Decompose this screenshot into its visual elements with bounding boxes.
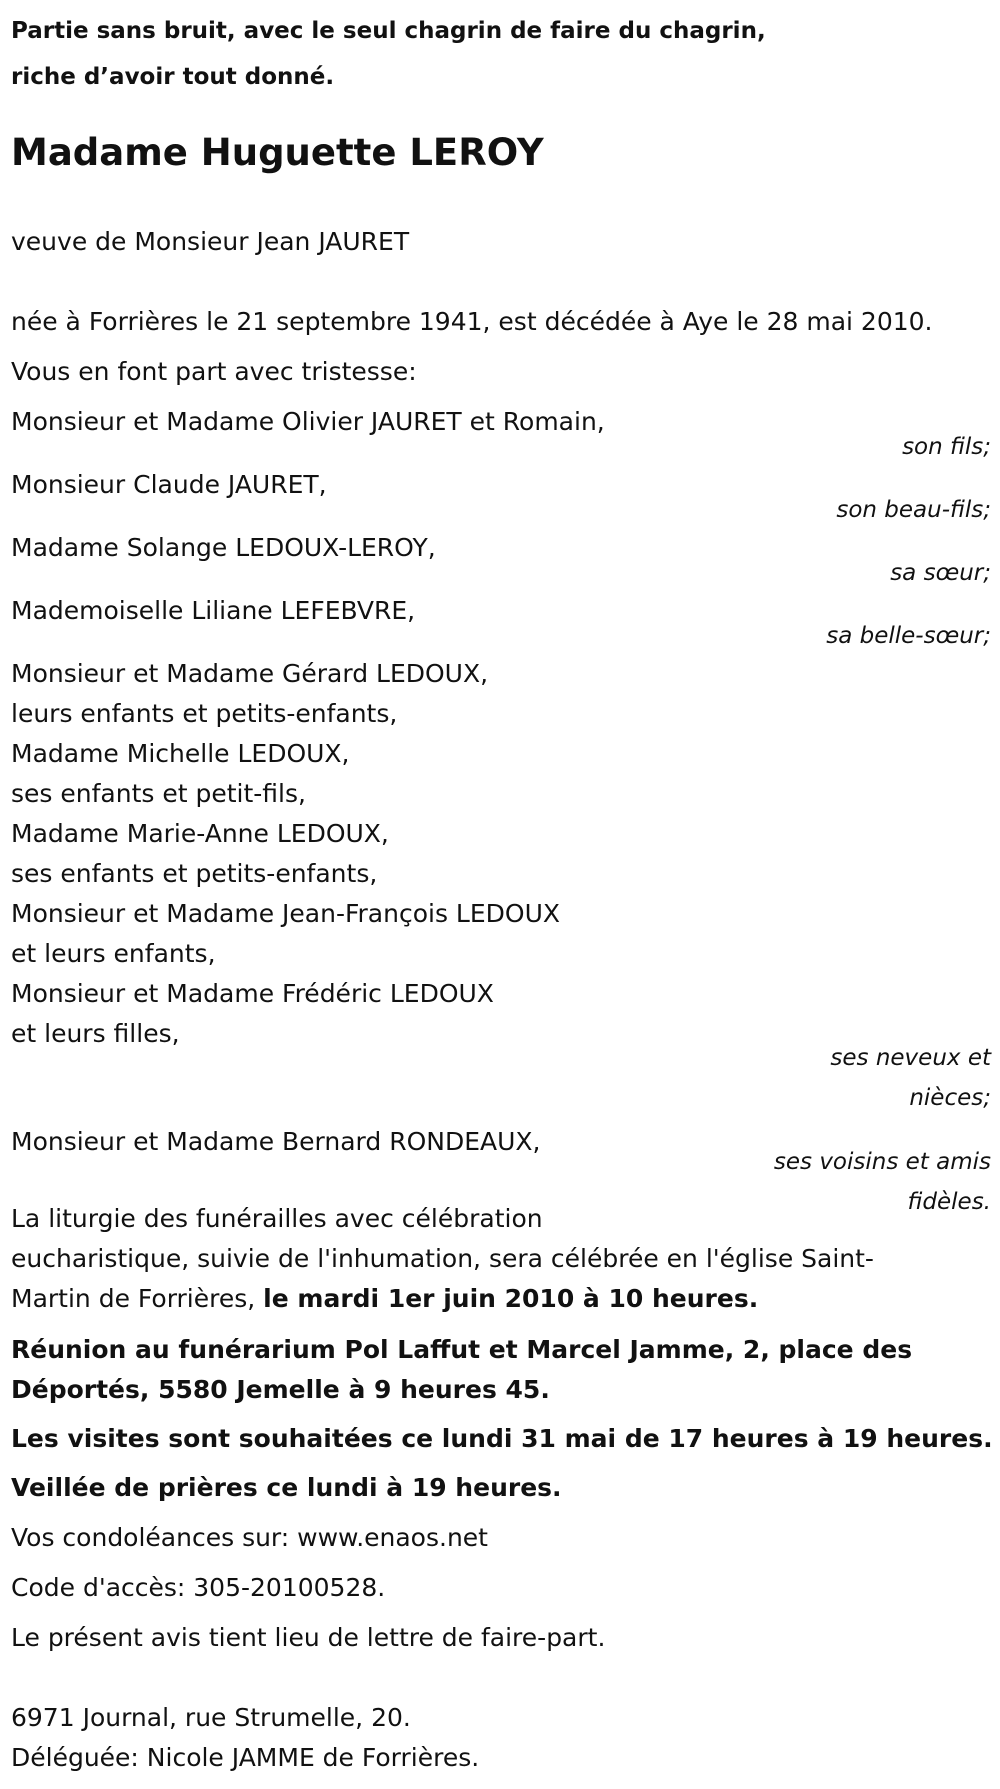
footer-delegate: Déléguée: Nicole JAMME de Forrières.	[11, 1743, 480, 1772]
family-names: Madame Solange LEDOUX-LEROY,	[11, 533, 436, 562]
meeting-line-1: Réunion au funérarium Pol Laffut et Marcel Jamme, 2, place des	[11, 1335, 913, 1364]
intro-line-1: Partie sans bruit, avec le seul chagrin de faire du chagrin,	[11, 18, 766, 44]
meeting-line-2: Déportés, 5580 Jemelle à 9 heures 45.	[11, 1375, 550, 1404]
widow-of: veuve de Monsieur Jean JAURET	[11, 227, 410, 256]
intro-line-2: riche d’avoir tout donné.	[11, 64, 335, 90]
family-names: Mademoiselle Liliane LEFEBVRE,	[11, 596, 416, 625]
ceremony-line-1: La liturgie des funérailles avec célébration	[11, 1204, 543, 1233]
notice-text: Le présent avis tient lieu de lettre de faire-part.	[11, 1623, 606, 1652]
intro-quote	[11, 8, 766, 100]
announcement: Vous en font part avec tristesse:	[11, 357, 417, 386]
vigil-info: Veillée de prières ce lundi à 19 heures.	[11, 1473, 562, 1502]
ceremony-line-2: eucharistique, suivie de l'inhumation, sera célébrée en l'église Saint-	[11, 1244, 874, 1273]
list-item: ses enfants et petit-fils,	[11, 779, 306, 808]
access-code: Code d'accès: 305-20100528.	[11, 1573, 386, 1602]
deceased-name: Madame Huguette LEROY	[11, 131, 544, 174]
ceremony-date: le mardi 1er juin 2010 à 10 heures.	[263, 1284, 759, 1313]
family-names: Monsieur et Madame Olivier JAURET et Romain,	[11, 407, 605, 436]
ceremony-details	[11, 1199, 874, 1319]
list-item: Madame Marie-Anne LEDOUX,	[11, 819, 389, 848]
family-relation: son fils;	[902, 434, 991, 460]
list-item: ses enfants et petits-enfants,	[11, 859, 378, 888]
list-item: Madame Michelle LEDOUX,	[11, 739, 350, 768]
family-names: Monsieur Claude JAURET,	[11, 470, 327, 499]
family-relation: son beau-fils;	[836, 497, 991, 523]
condolences-info: Vos condoléances sur: www.enaos.net	[11, 1523, 488, 1552]
meeting-info	[11, 1330, 912, 1410]
neighbors-names: Monsieur et Madame Bernard RONDEAUX,	[11, 1127, 541, 1156]
list-item: et leurs enfants,	[11, 939, 216, 968]
ceremony-place: Martin de Forrières,	[11, 1284, 256, 1313]
list-item: et leurs filles,	[11, 1019, 180, 1048]
neighbors-relation-line-2: fidèles.	[907, 1189, 991, 1215]
list-item: Monsieur et Madame Frédéric LEDOUX	[11, 979, 494, 1008]
nephews-list	[11, 654, 560, 1054]
ceremony-line-3	[11, 1279, 874, 1319]
nephews-relation-line-2: nièces;	[909, 1085, 991, 1111]
nephews-relation-line-1: ses neveux et	[830, 1045, 991, 1071]
list-item: leurs enfants et petits-enfants,	[11, 699, 398, 728]
list-item: Monsieur et Madame Gérard LEDOUX,	[11, 659, 489, 688]
nephews-relation	[830, 1038, 991, 1118]
footer-journal: 6971 Journal, rue Strumelle, 20.	[11, 1703, 411, 1732]
neighbors-relation-line-1: ses voisins et amis	[773, 1149, 991, 1175]
list-item: Monsieur et Madame Jean-François LEDOUX	[11, 899, 560, 928]
family-relation: sa belle-sœur;	[826, 623, 991, 649]
family-relation: sa sœur;	[890, 560, 991, 586]
visits-info: Les visites sont souhaitées ce lundi 31 mai de 17 heures à 19 heures.	[11, 1424, 993, 1453]
birth-death: née à Forrières le 21 septembre 1941, est décédée à Aye le 28 mai 2010.	[11, 307, 933, 336]
